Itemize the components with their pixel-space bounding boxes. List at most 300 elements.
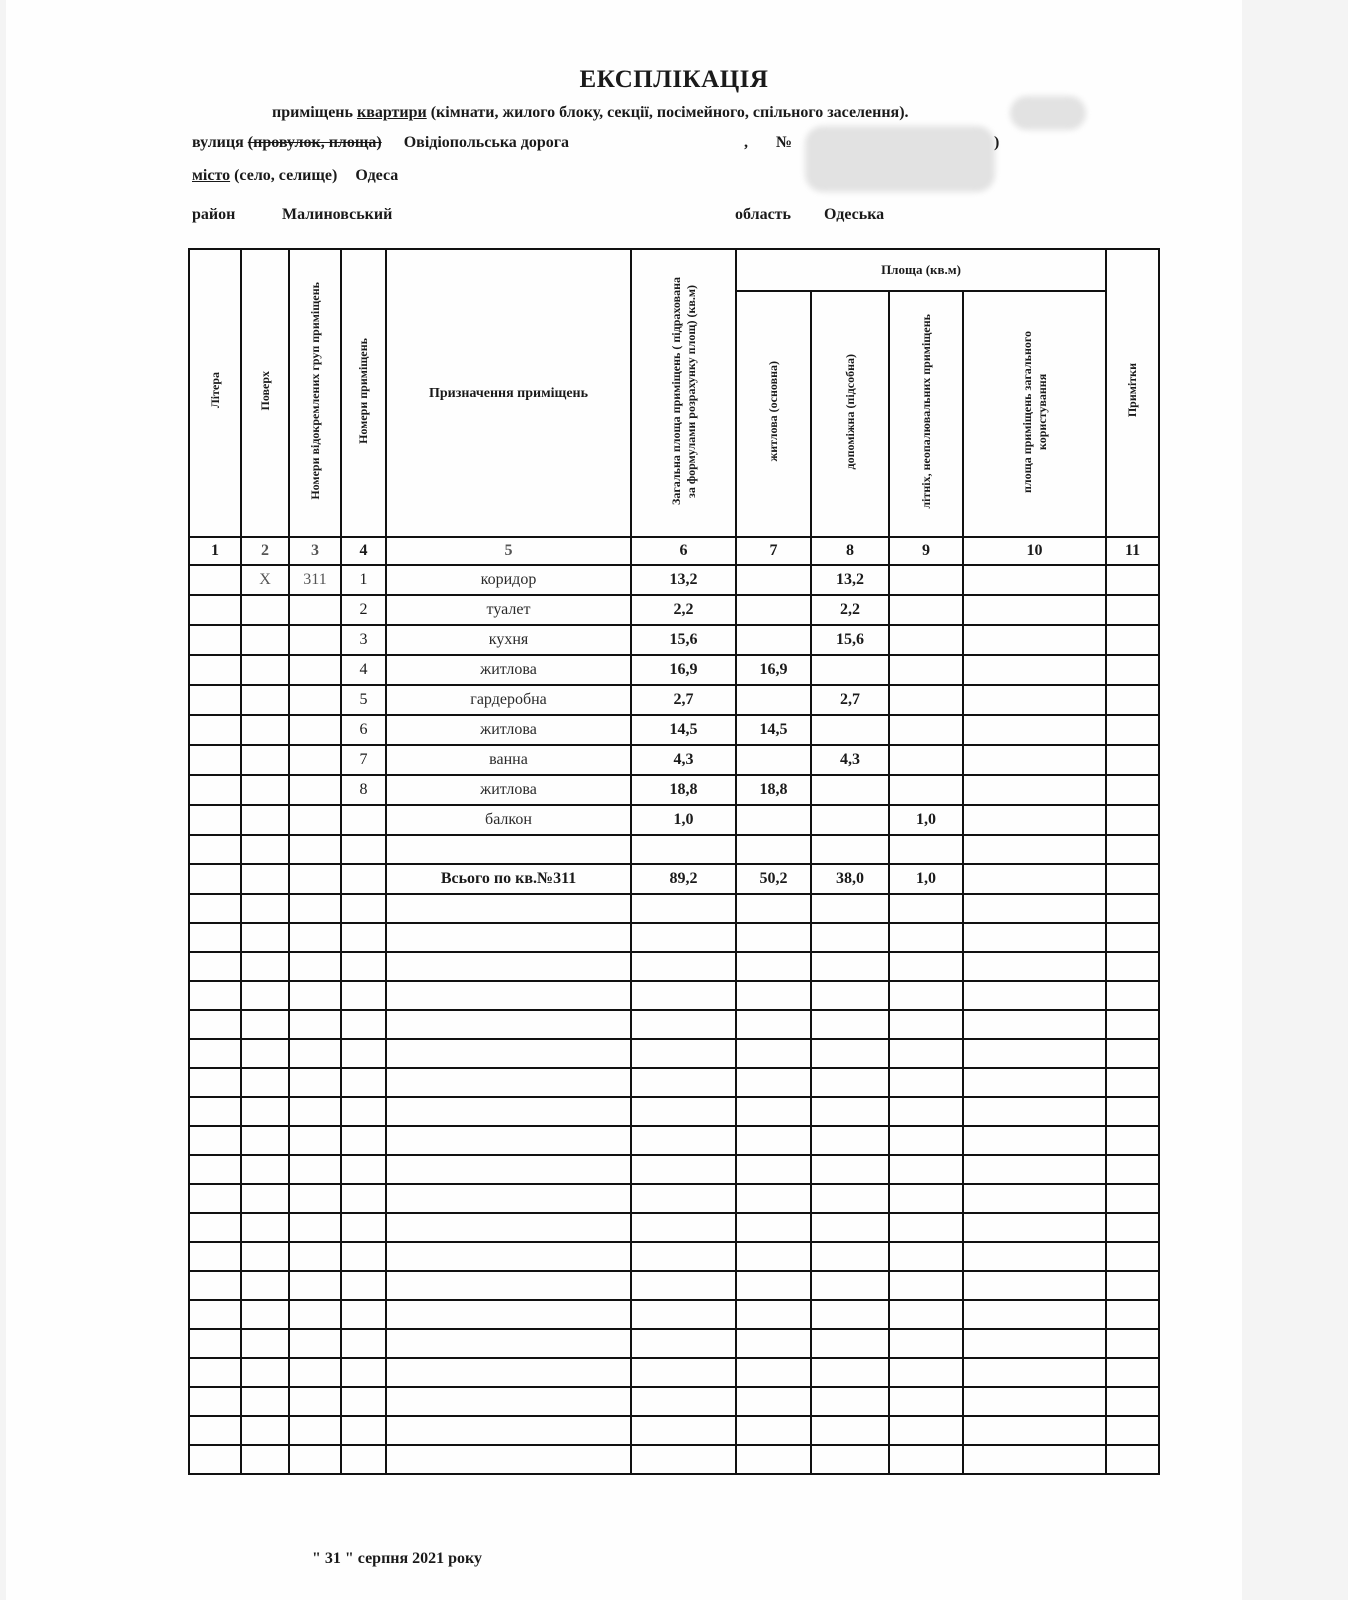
empty-cell [1106,1445,1159,1474]
header-common [963,291,1106,537]
empty-cell [241,1010,289,1039]
empty-cell [189,1358,241,1387]
empty-cell [811,981,889,1010]
empty-cell [289,981,341,1010]
empty-cell [189,981,241,1010]
cell-purpose: житлова [386,655,631,685]
cell-purpose: гардеробна [386,685,631,715]
city-line [192,167,398,185]
empty-cell [189,1126,241,1155]
empty-cell [1106,1184,1159,1213]
empty-cell [963,1184,1106,1213]
empty-cell [386,1416,631,1445]
cell-aux: 4,3 [811,745,889,775]
header-litera-text: Літера [207,372,222,409]
empty-cell [386,1097,631,1126]
header-poverkh-text: Поверх [257,370,272,411]
cell-common [963,745,1106,775]
cell-notes [1106,775,1159,805]
cell-notes [1106,595,1159,625]
cell-litera [189,655,241,685]
empty-cell [889,1242,963,1271]
empty-cell [341,835,386,864]
empty-cell [811,1068,889,1097]
empty-cell [963,1300,1106,1329]
cell-floor [241,805,289,835]
empty-cell [386,1300,631,1329]
cell-summer [889,775,963,805]
empty-cell [189,1010,241,1039]
empty-row [189,1271,1159,1300]
header-area-group [736,249,1106,291]
empty-cell [189,952,241,981]
empty-cell [736,1358,811,1387]
empty-row [189,1010,1159,1039]
district-label: район [192,206,236,223]
empty-cell [289,1271,341,1300]
cell-group [289,715,341,745]
cell-litera [189,685,241,715]
empty-cell [289,835,341,864]
empty-row [189,1068,1159,1097]
empty-cell [963,1416,1106,1445]
cell-common [963,805,1106,835]
cell-summer [889,685,963,715]
cell-total: 14,5 [631,715,736,745]
cell-living: 14,5 [736,715,811,745]
empty-cell [889,894,963,923]
subtitle-line [272,104,909,122]
total-label: Всього по кв.№311 [386,864,631,894]
empty-cell [289,1416,341,1445]
empty-cell [889,1039,963,1068]
empty-cell [889,835,963,864]
empty-cell [289,894,341,923]
empty-cell [241,1242,289,1271]
empty-cell [341,1329,386,1358]
empty-cell [889,1300,963,1329]
empty-cell [189,1300,241,1329]
empty-cell [341,923,386,952]
empty-cell [189,864,241,894]
empty-cell [963,952,1106,981]
cell-group [289,655,341,685]
empty-row [189,1329,1159,1358]
empty-cell [631,1445,736,1474]
empty-cell [736,923,811,952]
header-notes-text: Примітки [1125,363,1140,418]
empty-cell [241,864,289,894]
cell-floor [241,625,289,655]
empty-cell [963,894,1106,923]
empty-row [189,1242,1159,1271]
column-index-cell: 9 [889,537,963,565]
header-group-numbers [289,249,341,537]
empty-cell [341,1300,386,1329]
empty-cell [289,1155,341,1184]
cell-aux [811,655,889,685]
empty-cell [811,1039,889,1068]
empty-cell [889,1010,963,1039]
empty-cell [386,894,631,923]
empty-cell [963,1445,1106,1474]
cell-total: 18,8 [631,775,736,805]
empty-cell [189,1271,241,1300]
empty-cell [811,1445,889,1474]
cell-aux: 15,6 [811,625,889,655]
empty-cell [289,1184,341,1213]
empty-cell [189,1068,241,1097]
cell-purpose: житлова [386,775,631,805]
cell-total: 2,2 [631,595,736,625]
street-line [192,134,569,152]
empty-cell [241,1300,289,1329]
empty-cell [189,1329,241,1358]
cell-floor [241,715,289,745]
empty-row [189,1126,1159,1155]
empty-cell [289,1445,341,1474]
cell-group [289,625,341,655]
total-row [189,864,1159,894]
cell-group: 311 [289,565,341,595]
empty-cell [963,1097,1106,1126]
cell-living [736,625,811,655]
empty-cell [736,1416,811,1445]
empty-cell [386,1068,631,1097]
empty-cell [736,952,811,981]
empty-cell [889,981,963,1010]
empty-cell [289,923,341,952]
header-area-group-text: Площа (кв.м) [881,262,961,277]
cell-summer [889,655,963,685]
street-label-struck: (провулок, площа) [247,134,382,151]
column-index-cell: 6 [631,537,736,565]
empty-cell [963,1039,1106,1068]
cell-notes [1106,625,1159,655]
empty-cell [386,1184,631,1213]
empty-cell [736,1329,811,1358]
total-aux: 38,0 [811,864,889,894]
table-row [189,625,1159,655]
empty-cell [631,894,736,923]
empty-cell [811,1329,889,1358]
column-index-cell: 10 [963,537,1106,565]
cell-purpose: кухня [386,625,631,655]
empty-cell [631,1184,736,1213]
empty-cell [341,1068,386,1097]
cell-group [289,745,341,775]
header-auxiliary-text: допоміжна (підсобна) [842,353,857,470]
empty-cell [289,1068,341,1097]
empty-cell [341,981,386,1010]
cell-living: 16,9 [736,655,811,685]
cell-common [963,595,1106,625]
header-living-text: житлова (основна) [766,361,780,462]
empty-cell [963,1068,1106,1097]
empty-cell [631,981,736,1010]
empty-cell [811,1184,889,1213]
empty-cell [736,1155,811,1184]
empty-cell [241,923,289,952]
cell-aux: 2,2 [811,595,889,625]
empty-cell [963,1213,1106,1242]
empty-cell [963,1126,1106,1155]
table-row [189,655,1159,685]
cell-litera [189,595,241,625]
empty-cell [241,1039,289,1068]
cell-floor [241,745,289,775]
empty-cell [241,1387,289,1416]
empty-cell [631,1126,736,1155]
cell-room: 4 [341,655,386,685]
comma-separator: , [744,134,748,151]
cell-total: 15,6 [631,625,736,655]
cell-room: 7 [341,745,386,775]
empty-cell [341,1039,386,1068]
empty-cell [736,835,811,864]
empty-cell [736,1039,811,1068]
empty-cell [189,1097,241,1126]
header-total-area [631,249,736,537]
empty-cell [386,1358,631,1387]
cell-common [963,655,1106,685]
empty-cell [889,1213,963,1242]
header-litera [189,249,241,537]
cell-summer: 1,0 [889,805,963,835]
empty-cell [631,1097,736,1126]
cell-aux [811,805,889,835]
empty-row [189,1387,1159,1416]
empty-cell [386,1387,631,1416]
empty-cell [386,952,631,981]
empty-cell [386,1271,631,1300]
cell-notes [1106,745,1159,775]
cell-notes [1106,685,1159,715]
empty-cell [736,981,811,1010]
empty-row [189,1300,1159,1329]
empty-cell [1106,1068,1159,1097]
empty-cell [341,1358,386,1387]
table-row [189,805,1159,835]
empty-cell [341,1126,386,1155]
cell-room: 8 [341,775,386,805]
empty-cell [386,1039,631,1068]
empty-cell [289,1213,341,1242]
column-index-cell: 5 [386,537,631,565]
header-total-area-text: Загальна площа приміщень ( підрахована за формулами розрахунку площ) (кв.м) [668,276,698,505]
empty-cell [811,1387,889,1416]
district-value: Малиновський [282,206,393,223]
empty-cell [189,1242,241,1271]
empty-cell [889,1329,963,1358]
cell-purpose: ванна [386,745,631,775]
empty-cell [736,1445,811,1474]
empty-cell [1106,1271,1159,1300]
cell-aux: 13,2 [811,565,889,595]
empty-row [189,923,1159,952]
empty-cell [1106,1300,1159,1329]
empty-cell [241,894,289,923]
empty-cell [811,923,889,952]
empty-cell [889,1358,963,1387]
empty-cell [189,1387,241,1416]
empty-cell [811,1010,889,1039]
empty-cell [241,1416,289,1445]
empty-cell [811,835,889,864]
empty-cell [341,1445,386,1474]
empty-cell [811,1271,889,1300]
cell-litera [189,715,241,745]
empty-cell [631,835,736,864]
empty-cell [631,952,736,981]
empty-cell [386,1445,631,1474]
cell-group [289,595,341,625]
empty-cell [241,1184,289,1213]
cell-living [736,565,811,595]
empty-cell [341,894,386,923]
header-summer [889,291,963,537]
empty-cell [811,1358,889,1387]
empty-cell [736,1271,811,1300]
empty-row [189,981,1159,1010]
empty-cell [341,1155,386,1184]
cell-common [963,625,1106,655]
column-index-cell: 4 [341,537,386,565]
empty-cell [1106,1126,1159,1155]
empty-cell [241,1358,289,1387]
header-purpose-text: Призначення приміщень [428,386,589,401]
empty-cell [811,1155,889,1184]
empty-cell [631,1271,736,1300]
cell-room: 5 [341,685,386,715]
cell-purpose: житлова [386,715,631,745]
cell-common [963,715,1106,745]
empty-cell [341,1271,386,1300]
cell-room: 2 [341,595,386,625]
empty-cell [736,1387,811,1416]
empty-cell [963,1242,1106,1271]
cell-notes [1106,565,1159,595]
empty-cell [811,1416,889,1445]
cell-litera [189,565,241,595]
empty-cell [341,1242,386,1271]
header-room-numbers [341,249,386,537]
number-label: № [776,134,793,151]
header-common-text: площа приміщень загального користування [1019,330,1049,493]
cell-summer [889,715,963,745]
empty-cell [1106,1155,1159,1184]
empty-cell [241,1155,289,1184]
empty-row [189,1039,1159,1068]
empty-cell [1106,1416,1159,1445]
city-label: місто [192,167,231,184]
empty-cell [386,1329,631,1358]
cell-litera [189,805,241,835]
column-index-cell: 3 [289,537,341,565]
empty-row [189,1213,1159,1242]
subtitle-underlined: квартири [356,104,427,121]
empty-cell [1106,1242,1159,1271]
column-index-row [189,537,1159,565]
empty-cell [189,835,241,864]
cell-summer [889,595,963,625]
empty-row [189,952,1159,981]
cell-floor [241,775,289,805]
cell-purpose: балкон [386,805,631,835]
header-row [189,249,1159,291]
empty-cell [189,894,241,923]
empty-cell [341,1010,386,1039]
empty-cell [341,1387,386,1416]
empty-cell [1106,1329,1159,1358]
cell-common [963,775,1106,805]
street-label: вулиця [192,134,244,151]
redaction-mark [1010,96,1086,130]
table-row [189,565,1159,595]
empty-cell [1106,835,1159,864]
paren-mark: ) [994,134,1000,151]
empty-cell [736,1010,811,1039]
empty-cell [963,1329,1106,1358]
empty-cell [289,1039,341,1068]
empty-cell [736,1300,811,1329]
cell-group [289,805,341,835]
cell-total: 4,3 [631,745,736,775]
empty-cell [631,1358,736,1387]
region-value: Одеська [824,206,885,223]
empty-cell [241,1271,289,1300]
cell-living: 18,8 [736,775,811,805]
cell-living [736,595,811,625]
cell-total: 2,7 [631,685,736,715]
empty-cell [889,1184,963,1213]
empty-cell [341,864,386,894]
total-notes [1106,864,1159,894]
cell-common [963,565,1106,595]
cell-summer [889,745,963,775]
subtitle-prefix: приміщень [272,104,353,121]
empty-cell [189,923,241,952]
empty-cell [1106,894,1159,923]
cell-notes [1106,655,1159,685]
cell-summer [889,625,963,655]
table-row [189,715,1159,745]
cell-aux [811,775,889,805]
cell-litera [189,775,241,805]
redacted-number [805,126,995,192]
header-room-numbers-text: Номери приміщень [356,337,370,444]
empty-cell [289,1126,341,1155]
empty-cell [889,1155,963,1184]
cell-total: 16,9 [631,655,736,685]
table-row [189,595,1159,625]
header-poverkh [241,249,289,537]
header-notes [1106,249,1159,537]
empty-cell [289,864,341,894]
cell-group [289,775,341,805]
total-common [963,864,1106,894]
empty-cell [341,1213,386,1242]
empty-cell [1106,1358,1159,1387]
empty-cell [631,923,736,952]
empty-cell [889,923,963,952]
empty-cell [1106,1039,1159,1068]
table-row [189,775,1159,805]
empty-cell [963,835,1106,864]
empty-cell [289,1329,341,1358]
empty-cell [736,894,811,923]
empty-cell [631,1416,736,1445]
